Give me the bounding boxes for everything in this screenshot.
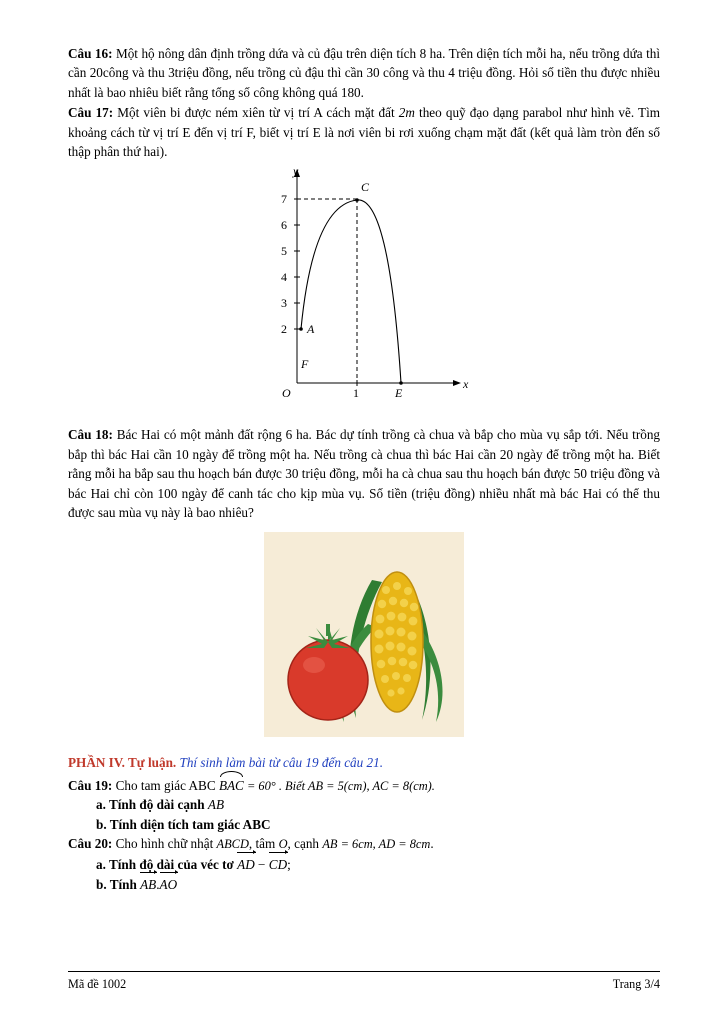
q20-sub-a-text: a. Tính độ dài của véc tơ	[96, 856, 238, 872]
question-19-ac: AC = 8	[369, 778, 410, 793]
figure-point-F: F	[301, 357, 309, 372]
question-18-label: Câu 18:	[68, 427, 113, 443]
q20-center: O	[278, 837, 288, 852]
q19-sub-a-text: a. Tính độ dài cạnh	[96, 797, 208, 813]
question-16	[68, 44, 660, 102]
question-19-sub-b	[68, 815, 660, 834]
q19-sub-a-math: AB	[207, 797, 225, 813]
vector-cd: CD	[269, 854, 287, 874]
footer-page-number: Trang 3/4	[612, 977, 660, 991]
figure-y-tick-3: 3	[281, 296, 287, 311]
q20-sides: AB = 6cm, AD = 8cm	[322, 837, 431, 852]
figure-x-axis-label: x	[463, 377, 469, 392]
question-20-sub-b	[68, 874, 660, 894]
question-19-ab: AB = 5	[307, 778, 344, 793]
q20-mid: , tâm	[248, 836, 279, 852]
question-19-label: Câu 19:	[68, 777, 113, 793]
vector-ad: AD	[237, 854, 255, 874]
question-18	[68, 425, 660, 522]
question-17-text-b: theo quỹ đạo dạng parabol như hình vẽ. Tìm khoảng cách từ vị trí E đến vị trí F, biết vị trí E là nơi viên bi rơi xuống chạm mặt đất (kết quả làm tròn đến số thập phân thứ hai).	[68, 105, 661, 160]
vector-ab: AB	[140, 874, 156, 894]
question-17-math: 2m	[398, 105, 415, 121]
question-20-label: Câu 20:	[68, 836, 113, 852]
figure-point-E: E	[395, 386, 403, 401]
tomato-and-corn-illustration	[264, 532, 464, 737]
q20-minus: −	[254, 856, 269, 872]
question-17-text-a: Một viên bi được ném xiên từ vị trí A cách mặt đất	[113, 105, 399, 121]
question-17-label: Câu 17:	[68, 105, 114, 121]
page-footer	[68, 971, 660, 992]
q20-end: .	[430, 836, 434, 852]
figure-point-A: A	[307, 322, 315, 337]
footer-exam-code: Mã đề 1002	[68, 977, 127, 991]
question-16-text: Một hộ nông dân định trồng dứa và củ đậu trên diện tích 8 ha. Trên diện tích mỗi ha, nếu trồng dứa thì cần 20công và thu 3triệu đồng, nếu trồng củ đậu thì cần 30 công và thu 4 triệu đồng. Hỏi số tiền thu được nhiều nhất là bao nhiêu biết rằng tổng số công không quá 180.	[68, 46, 661, 100]
figure-x-tick-1: 1	[353, 386, 359, 401]
q20-dot: .	[156, 876, 160, 892]
question-19-line	[68, 776, 660, 795]
q20-lead: Cho hình chữ nhật	[112, 836, 217, 852]
question-20-line	[68, 834, 660, 853]
figure-y-tick-4: 4	[281, 270, 287, 285]
q20-semi: ;	[287, 856, 291, 872]
q19-sub-b-text: b. Tính diện tích tam giác ABC	[96, 816, 271, 832]
figure-y-tick-5: 5	[281, 244, 287, 259]
vector-ao: AO	[160, 874, 178, 894]
figure-y-tick-6: 6	[281, 218, 287, 233]
part4-heading-bold: PHẦN IV. Tự luận.	[68, 755, 177, 771]
question-19-lead: Cho tam giác ABC	[112, 777, 219, 793]
question-19-unit1: (cm),	[343, 778, 370, 793]
figure-y-tick-7: 7	[281, 192, 287, 207]
question-16-label: Câu 16:	[68, 46, 113, 61]
figure-y-tick-2: 2	[281, 322, 287, 337]
figure-origin: O	[282, 386, 291, 401]
question-18-text: Bác Hai có một mảnh đất rộng 6 ha. Bác dự tính trồng cà chua và bắp cho mùa vụ sắp tới. Nếu trồng bắp thì bác Hai cần 10 ngày để trồng một ha. Nếu trồng cà chua thì bác Hai cần 20 ngày để trồng một ha. Biết rằng mỗi ha bắp sau thu hoạch bán được 30 triệu đồng, mỗi ha cà chua sau thu hoạch bán được 50 triệu đồng và bác Hai chỉ còn 100 ngày để canh tác cho kịp mùa vụ. Số tiền (triệu đồng) nhiều nhất mà bác Hai có thể thu được sau mùa vụ này là bao nhiêu?	[68, 427, 661, 521]
question-19-sub-a	[68, 795, 660, 814]
part4-heading-italic: Thí sinh làm bài từ câu 19 đến câu 21.	[176, 755, 384, 771]
q20-mid2: , cạnh	[287, 836, 323, 852]
q20-sub-b-text: b. Tính	[96, 876, 141, 892]
parabola-figure-wrap	[68, 167, 660, 417]
angle-bac: BAC	[219, 776, 244, 795]
question-19-unit2: (cm).	[409, 778, 435, 793]
parabola-figure	[249, 167, 479, 417]
part-4	[68, 753, 660, 894]
figure-y-axis-label: y	[293, 167, 299, 179]
question-17	[68, 103, 660, 161]
illustration-svg	[264, 532, 464, 737]
illustration-wrap	[68, 532, 660, 737]
parabola-svg	[249, 167, 479, 417]
q20-name: ABCD	[216, 837, 249, 852]
figure-point-C: C	[361, 180, 370, 195]
question-19-eq: = 60° . Biết	[243, 778, 308, 793]
